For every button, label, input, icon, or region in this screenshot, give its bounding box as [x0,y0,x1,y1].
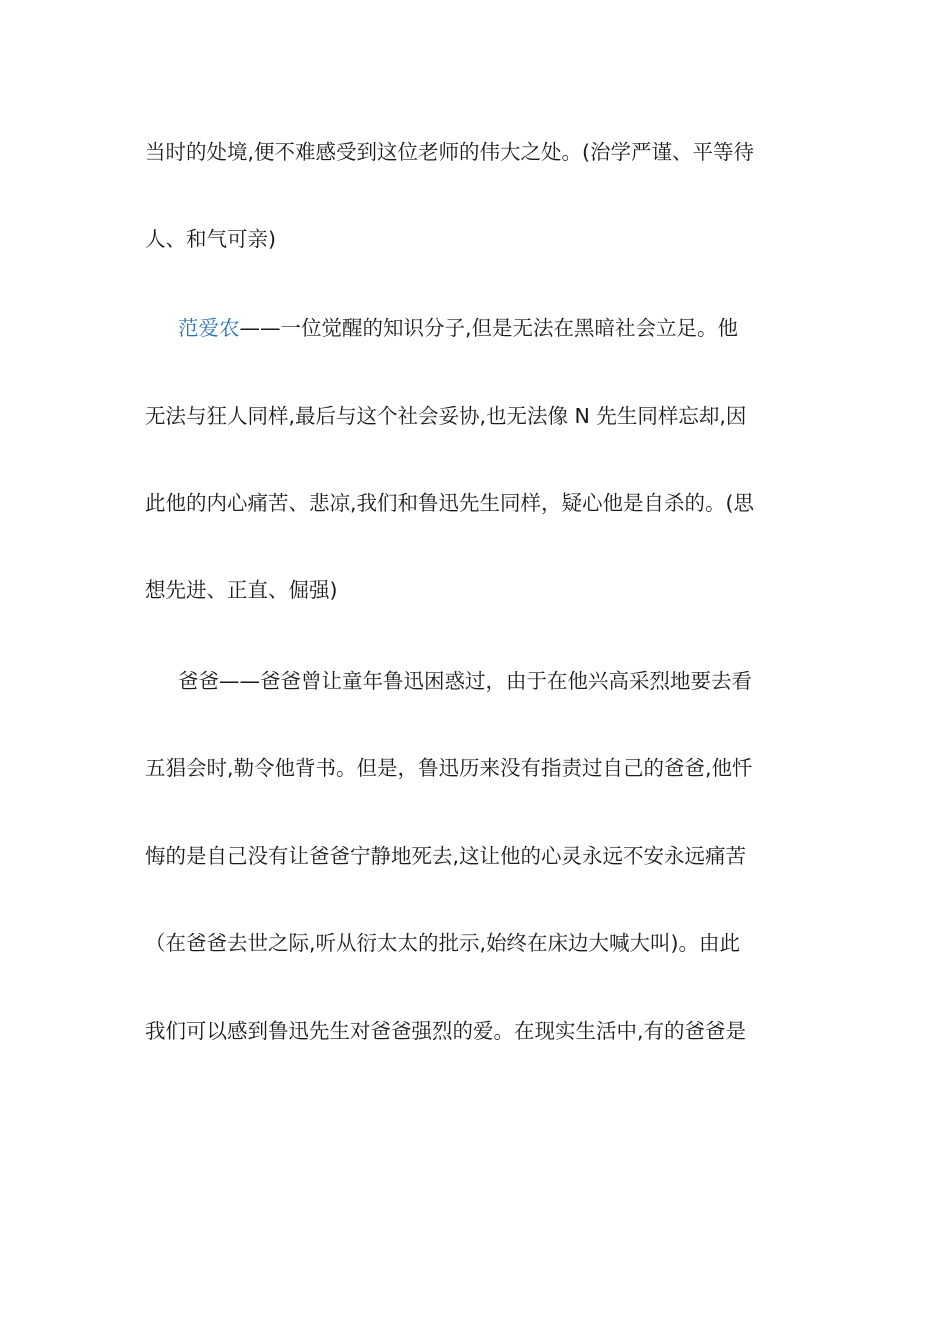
fan-ainong-link[interactable]: 范爱农 [178,316,240,340]
text-line-9: 悔的是自己没有让爸爸宁静地死去,这让他的心灵永远不安永远痛苦 [145,844,747,868]
text-line-4: 无法与狂人同样,最后与这个社会妥协,也无法像 N 先生同样忘却,因 [145,404,747,428]
text-line-5: 此他的内心痛苦、悲凉,我们和鲁迅先生同样，疑心他是自杀的。(思 [145,491,755,515]
text-line-8: 五猖会时,勒令他背书。但是，鲁迅历来没有指责过自己的爸爸,他忏 [145,756,753,780]
text-line-3 [178,308,810,348]
text-line-1: 当时的处境,便不难感受到这位老师的伟大之处。(治学严谨、平等待 [145,140,755,164]
text-line-10: （在爸爸去世之际,听从衍太太的批示,始终在床边大喊大叫)。由此 [145,931,741,955]
text-line-3-rest: ——一位觉醒的知识分子,但是无法在黑暗社会立足。他 [239,316,739,340]
text-line-11: 我们可以感到鲁迅先生对爸爸强烈的爱。在现实生活中,有的爸爸是 [145,1019,747,1043]
text-line-2: 人、和气可亲) [145,227,276,251]
text-line-7: 爸爸——爸爸曾让童年鲁迅困惑过，由于在他兴高采烈地要去看 [178,669,752,693]
text-line-6: 想先进、正直、倔强) [145,578,338,602]
